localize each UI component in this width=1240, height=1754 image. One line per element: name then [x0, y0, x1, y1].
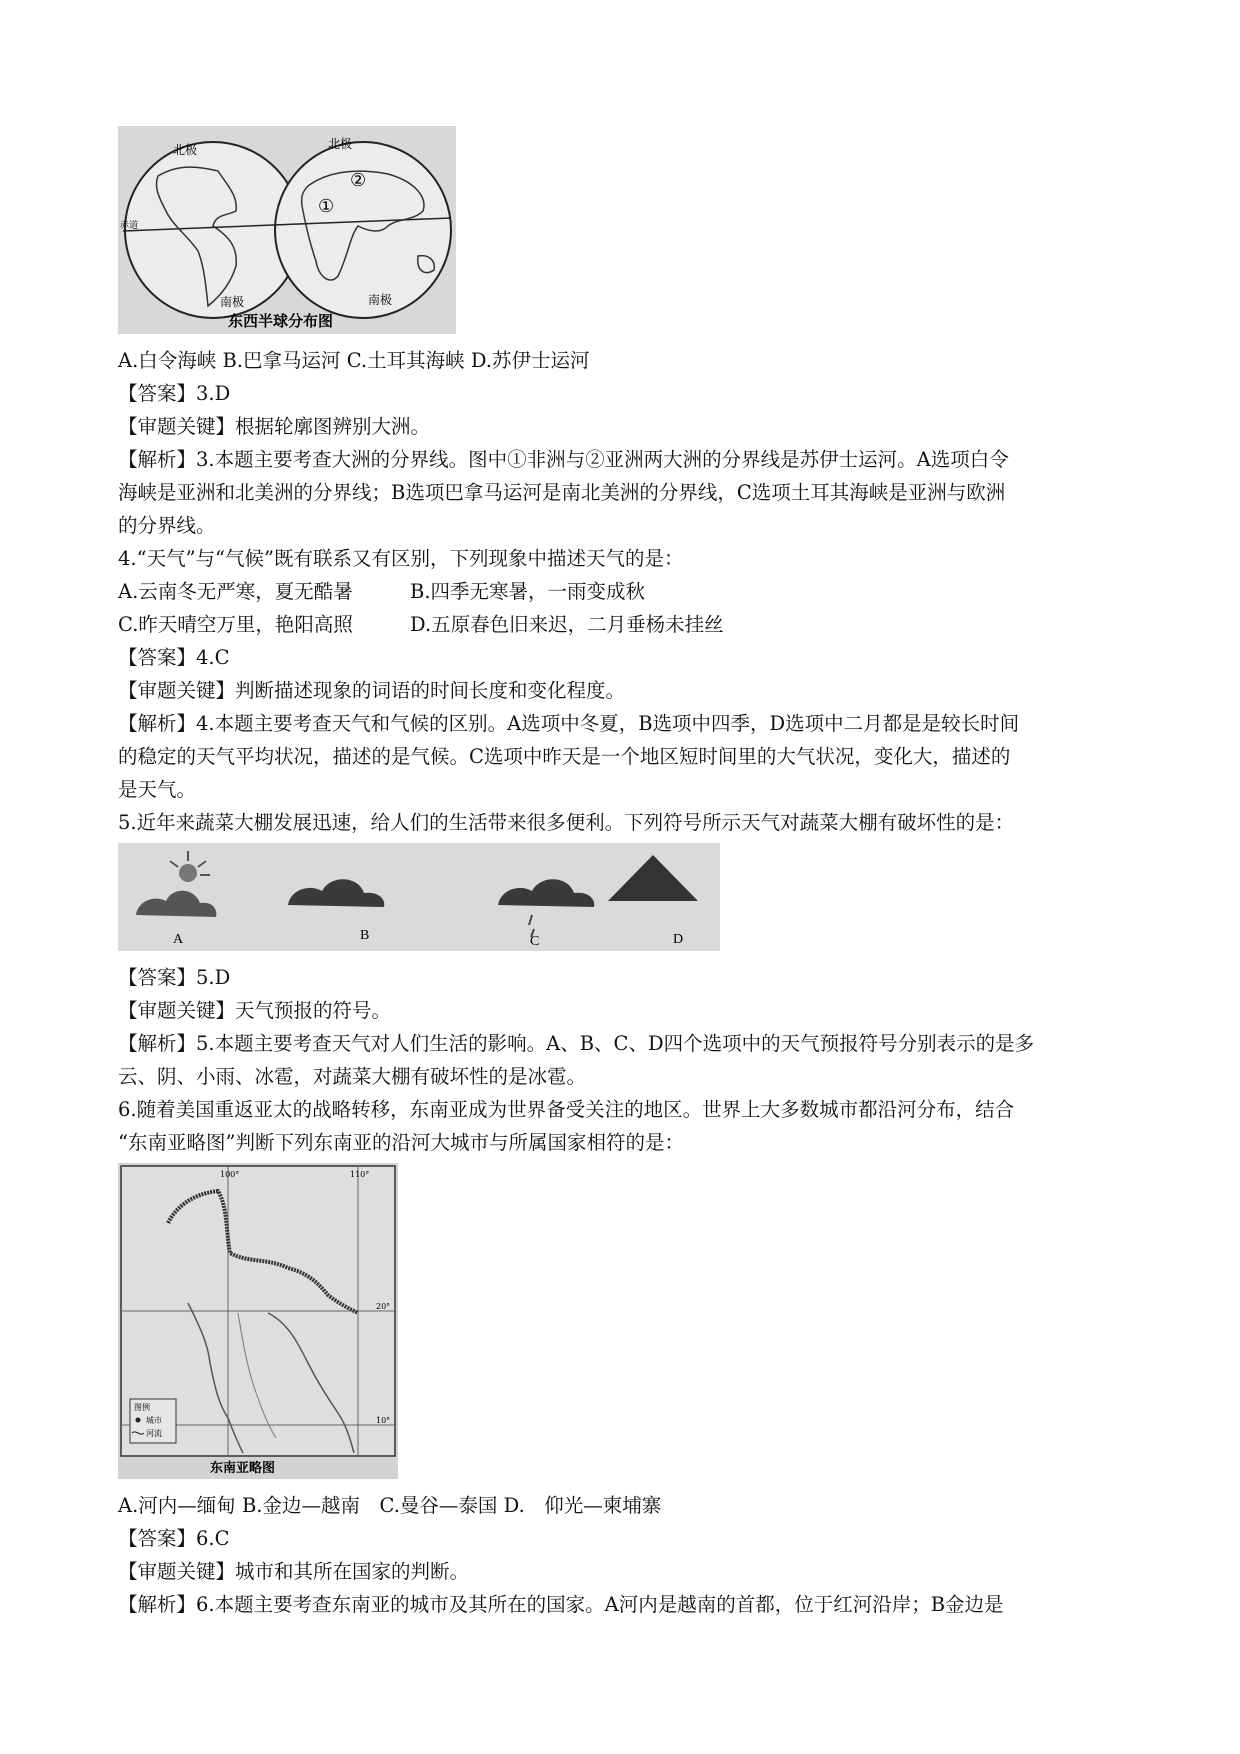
- q3-analysis-line-1: 【解析】3.本题主要考查大洲的分界线。图中①非洲与②亚洲两大洲的分界线是苏伊士运河。A选项白令: [118, 448, 1009, 471]
- south-pole-right-label: 南极: [368, 293, 393, 307]
- q4-analysis-line-3: 是天气。: [118, 778, 197, 801]
- symbol-b-label: B: [360, 928, 370, 943]
- q4-option-b: B.四季无寒暑，一雨变成秋: [410, 580, 646, 603]
- q5-analysis-line-1: 【解析】5.本题主要考查天气对人们生活的影响。A、B、C、D四个选项中的天气预报符号分别表示的是多: [118, 1032, 1035, 1055]
- weather-symbols-figure: [118, 843, 720, 951]
- legend-title: 图例: [134, 1403, 150, 1412]
- south-pole-left-label: 南极: [220, 295, 245, 309]
- q6-answer: 【答案】6.C: [118, 1527, 230, 1550]
- q4-option-c: C.昨天晴空万里，艳阳高照: [118, 613, 353, 636]
- lat-10-label: 10°: [376, 1416, 391, 1425]
- q4-option-a: A.云南冬无严寒，夏无酷暑: [118, 580, 353, 603]
- legend-river: 河流: [146, 1429, 162, 1438]
- legend-city: 城市: [146, 1416, 162, 1425]
- q5-stem: 5.近年来蔬菜大棚发展迅速，给人们的生活带来很多便利。下列符号所示天气对蔬菜大棚有破坏性的是：: [118, 811, 1015, 834]
- q3-key: 【审题关键】根据轮廓图辨别大洲。: [118, 415, 431, 438]
- q4-option-d: D.五原春色旧来迟，二月垂杨未挂丝: [410, 613, 724, 636]
- q3-analysis-line-2: 海峡是亚洲和北美洲的分界线；B选项巴拿马运河是南北美洲的分界线，C选项土耳其海峡是亚洲与欧洲: [118, 481, 1006, 504]
- q4-analysis-line-2: 的稳定的天气平均状况，描述的是气候。C选项中昨天是一个地区短时间里的大气状况，变化大，描述的: [118, 745, 1011, 768]
- q4-stem: 4.“天气”与“气候”既有联系又有区别，下列现象中描述天气的是：: [118, 547, 684, 570]
- q3-analysis-line-3: 的分界线。: [118, 514, 216, 537]
- q5-analysis-line-2: 云、阴、小雨、冰雹，对蔬菜大棚有破坏性的是冰雹。: [118, 1065, 587, 1088]
- q4-answer: 【答案】4.C: [118, 646, 230, 669]
- hemispheres-caption: 东西半球分布图: [228, 312, 334, 330]
- hemispheres-map-figure: [118, 126, 456, 334]
- symbol-c-light-rain: [498, 879, 594, 937]
- equator-label: 赤道: [120, 221, 139, 231]
- symbol-d-label: D: [673, 932, 684, 947]
- symbol-c-label: C: [530, 934, 540, 949]
- q3-answer: 【答案】3.D: [118, 382, 231, 405]
- symbol-b-overcast: [288, 879, 384, 907]
- lon-100-label: 100°: [220, 1170, 240, 1179]
- q4-analysis-line-1: 【解析】4.本题主要考查天气和气候的区别。A选项中冬夏，B选项中四季，D选项中二月都是是较长时间: [118, 712, 1020, 735]
- symbol-a-partly-cloudy: [136, 851, 216, 917]
- q6-options: A.河内—缅甸 B.金边—越南 C.曼谷—泰国 D. 仰光—柬埔寨: [118, 1494, 662, 1517]
- map-caption: 东南亚略图: [210, 1461, 276, 1476]
- east-hemisphere-circle: [275, 142, 451, 318]
- southeast-asia-map: [118, 1163, 398, 1479]
- weather-symbols: [118, 843, 720, 951]
- q6-stem-line-2: “东南亚略图”判断下列东南亚的沿河大城市与所属国家相符的是：: [118, 1131, 684, 1154]
- q6-analysis-line-1: 【解析】6.本题主要考查东南亚的城市及其所在的国家。A河内是越南的首都，位于红河沿岸；B金边是: [118, 1593, 1004, 1616]
- lat-20-label: 20°: [376, 1302, 391, 1311]
- north-pole-right-label: 北极: [328, 137, 353, 151]
- lon-110-label: 110°: [350, 1170, 370, 1179]
- hemispheres-map: [118, 126, 456, 334]
- q6-key: 【审题关键】城市和其所在国家的判断。: [118, 1560, 470, 1583]
- q3-options: A.白令海峡 B.巴拿马运河 C.土耳其海峡 D.苏伊士运河: [118, 349, 590, 372]
- q5-key: 【审题关键】天气预报的符号。: [118, 999, 392, 1022]
- q6-stem-line-1: 6.随着美国重返亚太的战略转移，东南亚成为世界备受关注的地区。世界上大多数城市都沿河分布，结合: [118, 1098, 1015, 1121]
- southeast-asia-map-figure: [118, 1163, 398, 1479]
- north-pole-left-label: 北极: [173, 143, 198, 157]
- q4-key: 【审题关键】判断描述现象的词语的时间长度和变化程度。: [118, 679, 626, 702]
- q5-answer: 【答案】5.D: [118, 966, 231, 989]
- symbol-a-label: A: [173, 932, 184, 947]
- marker-2: ②: [350, 170, 367, 191]
- symbol-d-hail: [608, 855, 698, 901]
- marker-1: ①: [318, 196, 335, 217]
